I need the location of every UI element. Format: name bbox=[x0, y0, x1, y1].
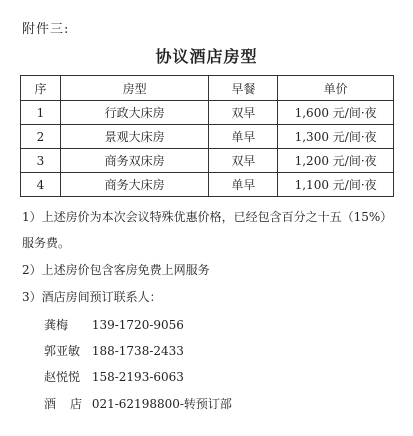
contact-phone: 021-62198800-转预订部 bbox=[91, 397, 232, 411]
price: 1,600 元/间·夜 bbox=[278, 101, 394, 125]
page-title: 协议酒店房型 bbox=[155, 47, 258, 66]
breakfast: 单早 bbox=[209, 173, 278, 197]
contact-item bbox=[44, 395, 232, 412]
breakfast: 单早 bbox=[209, 125, 278, 149]
row-number: 2 bbox=[21, 125, 61, 149]
row-number: 3 bbox=[21, 149, 61, 173]
price: 1,300 元/间·夜 bbox=[278, 125, 394, 149]
room-type: 景观大床房 bbox=[60, 125, 209, 149]
breakfast: 双早 bbox=[209, 149, 278, 173]
column-header-no: 序 bbox=[21, 76, 61, 101]
note-1-line-2: 服务费。 bbox=[22, 236, 71, 250]
price: 1,200 元/间·夜 bbox=[278, 149, 394, 173]
column-header-room-type: 房型 bbox=[60, 76, 209, 101]
attachment-label: 附件三: bbox=[22, 22, 70, 37]
note-2: 2）上述房价包含客房免费上网服务 bbox=[22, 263, 210, 277]
contact-phone: 158-2193-6063 bbox=[91, 370, 184, 384]
contact-phone: 139-1720-9056 bbox=[91, 318, 184, 332]
row-number: 1 bbox=[21, 101, 61, 125]
row-number: 4 bbox=[21, 173, 61, 197]
column-header-price: 单价 bbox=[278, 76, 394, 101]
contact-phone: 188-1738-2433 bbox=[91, 344, 184, 358]
table-row bbox=[21, 125, 394, 149]
table-header-row bbox=[21, 76, 394, 101]
contact-name: 酒店 bbox=[44, 397, 97, 411]
room-type: 行政大床房 bbox=[60, 101, 209, 125]
note-3: 3）酒店房间预订联系人： bbox=[22, 290, 162, 304]
contact-name: 郭亚敏 bbox=[44, 344, 81, 358]
room-rate-table bbox=[20, 75, 394, 197]
room-type: 商务大床房 bbox=[60, 173, 209, 197]
table-row bbox=[21, 149, 394, 173]
table-row bbox=[21, 101, 394, 125]
table-row bbox=[21, 173, 394, 197]
contact-item bbox=[44, 316, 184, 333]
breakfast: 双早 bbox=[209, 101, 278, 125]
column-header-breakfast: 早餐 bbox=[209, 76, 278, 101]
room-type: 商务双床房 bbox=[60, 149, 209, 173]
price: 1,100 元/间·夜 bbox=[278, 173, 394, 197]
contact-item bbox=[44, 342, 184, 359]
contact-name: 龚梅 bbox=[44, 318, 69, 332]
contact-item bbox=[44, 368, 184, 385]
note-1-line-1: 1）上述房价为本次会议特殊优惠价格，已经包含百分之十五（15%） bbox=[22, 210, 393, 224]
contact-name: 赵悦悦 bbox=[44, 370, 81, 384]
